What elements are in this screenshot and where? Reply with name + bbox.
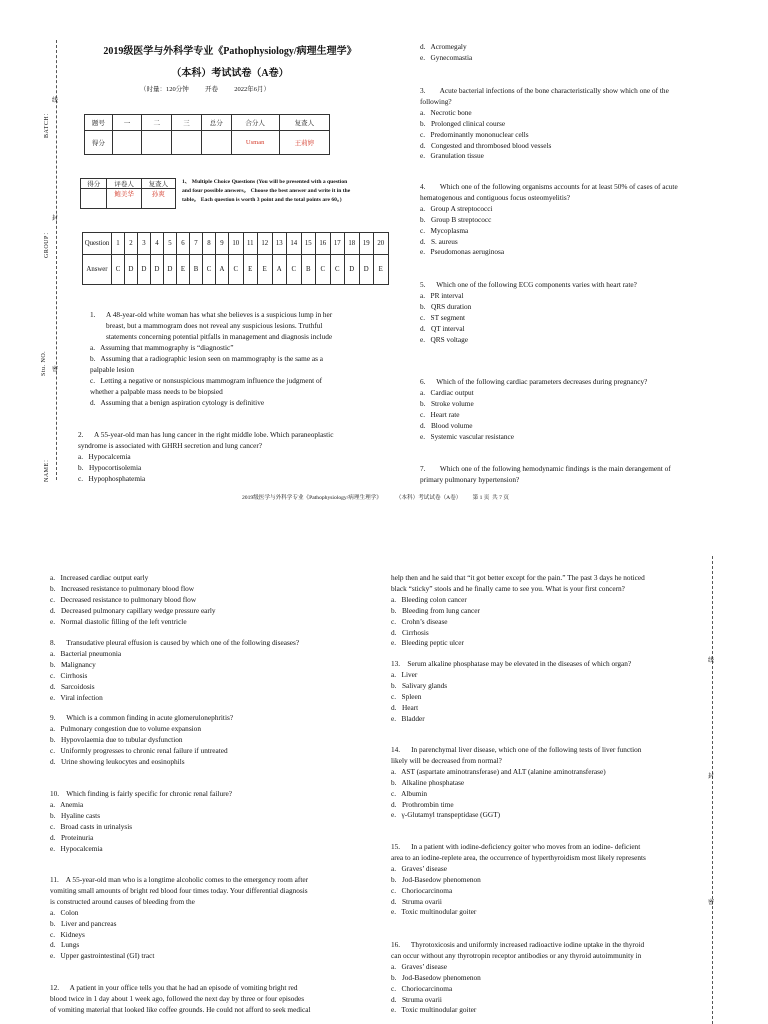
binding-stuno-label: Stu. NO. bbox=[41, 350, 47, 376]
option-a[interactable]: a. Bacterial pneumonia bbox=[50, 648, 122, 658]
option-e[interactable]: e. Hypocalcemia bbox=[50, 843, 103, 853]
exam-title: 2019级医学与外科学专业《Pathophysiology/病理生理学》 bbox=[103, 46, 357, 57]
grader-th: 得分 bbox=[81, 179, 107, 189]
score-th: 一 bbox=[112, 115, 142, 131]
question-2 bbox=[78, 430, 378, 485]
option-a[interactable]: a. Necrotic bone bbox=[420, 107, 472, 117]
question-stem: 10. Which finding is fairly specific for chronic renal failure? bbox=[50, 789, 233, 798]
binding-line-right bbox=[712, 556, 713, 1024]
option-c[interactable]: c. Spleen bbox=[391, 691, 422, 701]
option-c[interactable]: c. Mycoplasma bbox=[420, 225, 469, 235]
binding-seal-char: 封 bbox=[52, 216, 59, 222]
answer-cell[interactable]: E bbox=[243, 255, 258, 285]
answer-row-label: Answer bbox=[83, 255, 112, 285]
question-stem: vomiting small amounts of bright red blood four times today. Your differential diagnosis bbox=[50, 885, 308, 895]
question-stem: of vomiting material that looked like coffee grounds. He could not afford to seek medical bbox=[50, 1004, 311, 1014]
option-e[interactable]: e. Viral infection bbox=[50, 692, 103, 702]
option-a[interactable]: a. AST (aspartate aminotransferase) and ALT (alanine aminotransferase) bbox=[391, 766, 606, 776]
score-row-label: 得分 bbox=[85, 131, 113, 155]
answer-cell[interactable]: A bbox=[272, 255, 287, 285]
option-e[interactable]: e. QRS voltage bbox=[420, 334, 469, 344]
option-b[interactable]: b. Assuming that a radiographic lesion seen on mammography is the same as a bbox=[90, 353, 324, 363]
answer-cell[interactable]: C bbox=[203, 255, 216, 285]
question-stem: breast, but a mammogram does not reveal any suspicious lesions. Truthful bbox=[106, 320, 323, 330]
option-b[interactable]: b. Liver and pancreas bbox=[50, 918, 117, 928]
option-c[interactable]: c. Heart rate bbox=[420, 409, 460, 419]
score-cell[interactable] bbox=[172, 131, 202, 155]
question-8 bbox=[50, 638, 370, 703]
option-c[interactable]: c. Albumin bbox=[391, 788, 428, 798]
question-number-cell: 8 bbox=[203, 233, 216, 255]
option-d[interactable]: d. Urine showing leukocytes and eosinophils bbox=[50, 756, 185, 766]
question-stem: 9. Which is a common finding in acute glomerulonephritis? bbox=[50, 713, 234, 722]
option-b[interactable]: b. Hyaline casts bbox=[50, 810, 101, 820]
option-b[interactable]: b. QRS duration bbox=[420, 301, 472, 311]
exam-subtitle: （本科）考试试卷（A卷） bbox=[171, 68, 289, 79]
answer-cell[interactable]: E bbox=[258, 255, 273, 285]
option-d[interactable]: d. QT interval bbox=[420, 323, 465, 333]
grader-reviewer: 孙爽 bbox=[141, 189, 175, 209]
binding-seal-char: 封 bbox=[708, 774, 715, 780]
question-stem: 11. A 55-year-old man who is a longtime alcoholic comes to the emergency room after bbox=[50, 875, 309, 884]
option-d[interactable]: d. Congested and thrombosed blood vessels bbox=[420, 140, 552, 150]
score-cell[interactable] bbox=[201, 131, 231, 155]
question-stem: help then and he said that “it got better except for the pain.” The past 3 days he noticed bbox=[391, 573, 645, 582]
question-number-cell: 7 bbox=[190, 233, 203, 255]
option-d[interactable]: d. Struma ovarii bbox=[391, 994, 442, 1004]
section1-line: 1、 Multiple Choice Questions (You will be presented with a question bbox=[182, 179, 348, 185]
option-b[interactable]: b. Salivary glands bbox=[391, 680, 448, 690]
option-d[interactable]: d. Prothrombin time bbox=[391, 799, 454, 809]
score-th: 总分 bbox=[201, 115, 231, 131]
question-4 bbox=[420, 182, 720, 258]
question-stem: 1. A 48-year-old white woman has what she believes is a suspicious lump in her bbox=[90, 310, 333, 319]
grader-name: 鲍美华 bbox=[107, 189, 141, 209]
option-e[interactable]: e. Gynecomastia bbox=[420, 52, 473, 62]
option-a[interactable]: a. Cardiac output bbox=[420, 387, 474, 397]
question-stem: primary pulmonary hypertension? bbox=[420, 474, 520, 484]
question-13 bbox=[391, 659, 701, 724]
option-a[interactable]: a. Graves’ disease bbox=[391, 961, 447, 971]
question-stem: 5. Which one of the following ECG components varies with heart rate? bbox=[420, 280, 637, 289]
answer-cell[interactable]: C bbox=[112, 255, 125, 285]
answer-cell[interactable]: D bbox=[125, 255, 138, 285]
question-number-cell: 15 bbox=[301, 233, 316, 255]
option-c[interactable]: c. Choriocarcinoma bbox=[391, 885, 453, 895]
page-1-footer: 2019级医学与外科学专业《Pathophysiology/病理生理学》 （本科）考试试卷（A卷） 第 1 页 共 7 页 bbox=[242, 495, 509, 501]
question-stem: black “sticky” stools and he finally came to see you. What is your first concern? bbox=[391, 583, 625, 593]
question-6 bbox=[420, 377, 720, 442]
question-stem: likely will be decreased from normal? bbox=[391, 755, 502, 765]
option-d[interactable]: d. Blood volume bbox=[420, 420, 473, 430]
option-d[interactable]: d. S. aureus bbox=[420, 236, 458, 246]
option-c[interactable]: c. ST segment bbox=[420, 312, 466, 322]
option-d[interactable]: d. Lungs bbox=[50, 940, 80, 950]
option-e[interactable]: e. Normal diastolic filling of the left ventricle bbox=[50, 616, 187, 626]
question-number-cell: 6 bbox=[177, 233, 190, 255]
option-b[interactable]: b. Stroke volume bbox=[420, 398, 474, 408]
question-7-options bbox=[50, 573, 370, 628]
answer-cell[interactable]: B bbox=[190, 255, 203, 285]
score-th: 复查人 bbox=[279, 115, 329, 131]
question-stem: blood twice in 1 day about 1 week ago, followed the next day by three or four episodes bbox=[50, 993, 305, 1003]
option-e[interactable]: e. Toxic multinodular goiter bbox=[391, 907, 477, 917]
question-stem: 14. In parenchymal liver disease, which one of the following tests of liver function bbox=[391, 745, 642, 754]
option-d[interactable]: d. Acromegaly bbox=[420, 42, 467, 51]
option-b[interactable]: b. Increased resistance to pulmonary blood flow bbox=[50, 583, 195, 593]
option-d[interactable]: d. Heart bbox=[391, 702, 419, 712]
question-stem: can occur without any thyrotropin receptor antibodies or any thyroid autoimmunity in bbox=[391, 950, 642, 960]
option-e[interactable]: e. Upper gastrointestinal (GI) tract bbox=[50, 951, 155, 961]
question-15 bbox=[391, 842, 701, 918]
option-a[interactable]: a. Graves’ disease bbox=[391, 863, 447, 873]
question-stem: statements concerning potential pitfalls in management and diagnosis include bbox=[106, 331, 333, 341]
option-a[interactable]: a. Liver bbox=[391, 669, 418, 679]
option-e[interactable]: e. γ-Glutamyl transpeptidase (GGT) bbox=[391, 810, 500, 820]
question-stem: area to an iodine-replete area, the occurrence of hyperthyroidism most likely represents bbox=[391, 852, 646, 862]
binding-dense-char: 密 bbox=[52, 367, 59, 373]
option-b[interactable]: b. Bleeding from lung cancer bbox=[391, 605, 480, 615]
binding-batch-label: BATCH： bbox=[44, 109, 50, 138]
question-stem: 4. Which one of the following organisms accounts for at least 50% of cases of acute bbox=[420, 182, 678, 191]
score-table bbox=[84, 114, 330, 155]
question-3 bbox=[420, 86, 720, 162]
question-16 bbox=[391, 940, 701, 1016]
question-stem: 12. A patient in your office tells you that he had an episode of vomiting bright red bbox=[50, 983, 298, 992]
option-e[interactable]: e. Systemic vascular resistance bbox=[420, 431, 515, 441]
option-b[interactable]: b. Jod-Basedow phenomenon bbox=[391, 874, 481, 884]
option-b-cont: palpable lesion bbox=[90, 364, 134, 374]
score-th: 题号 bbox=[85, 115, 113, 131]
binding-line-char: 线 bbox=[708, 658, 715, 664]
question-5 bbox=[420, 280, 720, 345]
answer-cell[interactable]: E bbox=[374, 255, 389, 285]
question-number-cell: 10 bbox=[229, 233, 244, 255]
question-10 bbox=[50, 789, 370, 854]
score-th: 二 bbox=[142, 115, 172, 131]
reviewer-name: 王莉婷 bbox=[279, 131, 329, 155]
option-d[interactable]: d. Struma ovarii bbox=[391, 896, 442, 906]
question-7 bbox=[420, 464, 720, 486]
answer-cell[interactable]: C bbox=[287, 255, 302, 285]
option-c[interactable]: c. Broad casts in urinalysis bbox=[50, 821, 133, 831]
question-stem: 13. Serum alkaline phosphatase may be elevated in the diseases of which organ? bbox=[391, 659, 632, 668]
answer-cell[interactable]: C bbox=[316, 255, 331, 285]
question-stem: 7. Which one of the following hemodynamic findings is the main derangement of bbox=[420, 464, 671, 473]
question-9 bbox=[50, 713, 370, 768]
exam-meta: （时量：120分钟 开卷 2022年6月） bbox=[140, 86, 270, 93]
combiner-name: Usman bbox=[231, 131, 279, 155]
answer-cell[interactable]: C bbox=[330, 255, 345, 285]
binding-line-char: 线 bbox=[52, 98, 59, 104]
answer-cell[interactable]: D bbox=[359, 255, 374, 285]
answer-cell[interactable]: D bbox=[345, 255, 360, 285]
score-cell[interactable] bbox=[112, 131, 142, 155]
option-a[interactable]: a. Colon bbox=[50, 907, 79, 917]
grader-score-cell[interactable] bbox=[81, 189, 107, 209]
question-number-cell: 5 bbox=[164, 233, 177, 255]
binding-group-label: GROUP： bbox=[44, 228, 50, 258]
question-stem: hematogenous and contiguous focus osteomyelitis? bbox=[420, 192, 570, 202]
score-th: 合分人 bbox=[231, 115, 279, 131]
question-number-cell: 2 bbox=[125, 233, 138, 255]
question-stem: 2. A 55-year-old man has lung cancer in the right middle lobe. Which paraneoplastic bbox=[78, 430, 334, 439]
question-14 bbox=[391, 745, 701, 821]
option-e[interactable]: e. Pseudomonas aeruginosa bbox=[420, 247, 505, 257]
answer-cell[interactable]: E bbox=[177, 255, 190, 285]
score-th: 三 bbox=[172, 115, 202, 131]
question-number-cell: 3 bbox=[138, 233, 151, 255]
binding-dense-char: 密 bbox=[708, 900, 715, 906]
question-12-cont bbox=[391, 573, 701, 649]
option-a[interactable]: a. Bleeding colon cancer bbox=[391, 594, 467, 604]
option-d[interactable]: d. Assuming that a benign aspiration cytology is definitive bbox=[90, 397, 265, 407]
option-c-cont: whether a palpable mass needs to be biopsied bbox=[90, 386, 223, 396]
question-stem: 8. Transudative pleural effusion is caused by which one of the following diseases? bbox=[50, 638, 300, 647]
answer-cell[interactable]: A bbox=[216, 255, 229, 285]
grader-th: 复查人 bbox=[141, 179, 175, 189]
option-c[interactable]: c. Predominantly mononuclear cells bbox=[420, 129, 529, 139]
answer-cell[interactable]: D bbox=[164, 255, 177, 285]
answer-cell[interactable]: D bbox=[138, 255, 151, 285]
question-stem: following? bbox=[420, 96, 452, 106]
question-number-cell: 13 bbox=[272, 233, 287, 255]
question-stem: 15. In a patient with iodine-deficiency goiter who moves from an iodine- deficient bbox=[391, 842, 641, 851]
option-a[interactable]: a. Assuming that mammography is “diagnostic” bbox=[90, 343, 234, 352]
option-a[interactable]: a. Increased cardiac output early bbox=[50, 573, 149, 582]
answer-cell[interactable]: C bbox=[229, 255, 244, 285]
question-number-cell: 12 bbox=[258, 233, 273, 255]
option-e[interactable]: e. Bleeding peptic ulcer bbox=[391, 638, 464, 648]
answer-table bbox=[82, 232, 389, 285]
option-d[interactable]: d. Sarcoidosis bbox=[50, 681, 95, 691]
option-d[interactable]: d. Decreased pulmonary capillary wedge pressure early bbox=[50, 605, 216, 615]
option-b[interactable]: b. Prolonged clinical course bbox=[420, 118, 506, 128]
question-number-cell: 16 bbox=[316, 233, 331, 255]
option-c[interactable]: c. Choriocarcinoma bbox=[391, 983, 453, 993]
option-c[interactable]: c. Crohn’s disease bbox=[391, 616, 448, 626]
option-a[interactable]: a. Group A streptococci bbox=[420, 203, 493, 213]
question-stem: syndrome is associated with GHRH secretion and lung cancer? bbox=[78, 440, 262, 450]
option-b[interactable]: b. Alkaline phosphatase bbox=[391, 777, 465, 787]
question-stem: 6. Which of the following cardiac parameters decreases during pregnancy? bbox=[420, 377, 648, 386]
question-stem: 16. Thyrotoxicosis and uniformly increased radioactive iodine uptake in the thyroid bbox=[391, 940, 645, 949]
answer-row-label: Question bbox=[83, 233, 112, 255]
question-12 bbox=[50, 983, 370, 1016]
binding-name-label: NAME： bbox=[44, 455, 50, 482]
option-a[interactable]: a. Pulmonary congestion due to volume expansion bbox=[50, 723, 201, 733]
question-number-cell: 20 bbox=[374, 233, 389, 255]
option-e[interactable]: e. Granulation tissue bbox=[420, 151, 484, 161]
question-1-options bbox=[90, 343, 378, 408]
question-number-cell: 14 bbox=[287, 233, 302, 255]
grader-box bbox=[80, 178, 176, 209]
question-number-cell: 19 bbox=[359, 233, 374, 255]
question-number-cell: 9 bbox=[216, 233, 229, 255]
question-number-cell: 18 bbox=[345, 233, 360, 255]
option-a[interactable]: a. Anemia bbox=[50, 799, 84, 809]
option-d[interactable]: d. Proteinuria bbox=[50, 832, 94, 842]
section1-line: table。 Each question is worth 3 point and the total points are 60。) bbox=[182, 197, 342, 203]
option-b[interactable]: b. Hypocortisolemia bbox=[78, 462, 142, 472]
question-11 bbox=[50, 875, 370, 962]
option-c[interactable]: c. Letting a negative or nonsuspicious mammogram influence the judgment of bbox=[90, 375, 323, 385]
option-c[interactable]: c. Kidneys bbox=[50, 929, 85, 939]
option-c[interactable]: c. Decreased resistance to pulmonary blood flow bbox=[50, 594, 197, 604]
option-b[interactable]: b. Malignancy bbox=[50, 659, 96, 669]
question-number-cell: 4 bbox=[151, 233, 164, 255]
answer-cell[interactable]: B bbox=[301, 255, 316, 285]
answer-cell[interactable]: D bbox=[151, 255, 164, 285]
question-number-cell: 11 bbox=[243, 233, 258, 255]
option-e[interactable]: e. Bladder bbox=[391, 713, 425, 723]
option-c[interactable]: c. Cirrhosis bbox=[50, 670, 88, 680]
question-number-cell: 1 bbox=[112, 233, 125, 255]
option-c[interactable]: c. Uniformly progresses to chronic renal failure if untreated bbox=[50, 745, 228, 755]
question-stem: is constructed around causes of bleeding from the bbox=[50, 896, 195, 906]
grader-th: 评卷人 bbox=[107, 179, 141, 189]
option-a[interactable]: a. PR interval bbox=[420, 290, 464, 300]
question-number-cell: 17 bbox=[330, 233, 345, 255]
option-d[interactable]: d. Cirrhosis bbox=[391, 627, 429, 637]
section1-line: and four possible answers。 Choose the best answer and write it in the bbox=[182, 188, 351, 194]
option-b[interactable]: b. Jod-Basedow phenomenon bbox=[391, 972, 481, 982]
question-2-cont bbox=[420, 42, 720, 64]
question-stem: 3. Acute bacterial infections of the bone characteristically show which one of the bbox=[420, 86, 669, 95]
option-e[interactable]: e. Toxic multinodular goiter bbox=[391, 1005, 477, 1015]
option-a[interactable]: a. Hypocalcemia bbox=[78, 451, 131, 461]
section1-instructions bbox=[182, 178, 350, 205]
score-cell[interactable] bbox=[142, 131, 172, 155]
option-b[interactable]: b. Group B streptococc bbox=[420, 214, 492, 224]
question-1 bbox=[90, 310, 378, 343]
option-c[interactable]: c. Hypophosphatemia bbox=[78, 473, 146, 483]
option-b[interactable]: b. Hypovolaemia due to tubular dysfunction bbox=[50, 734, 183, 744]
